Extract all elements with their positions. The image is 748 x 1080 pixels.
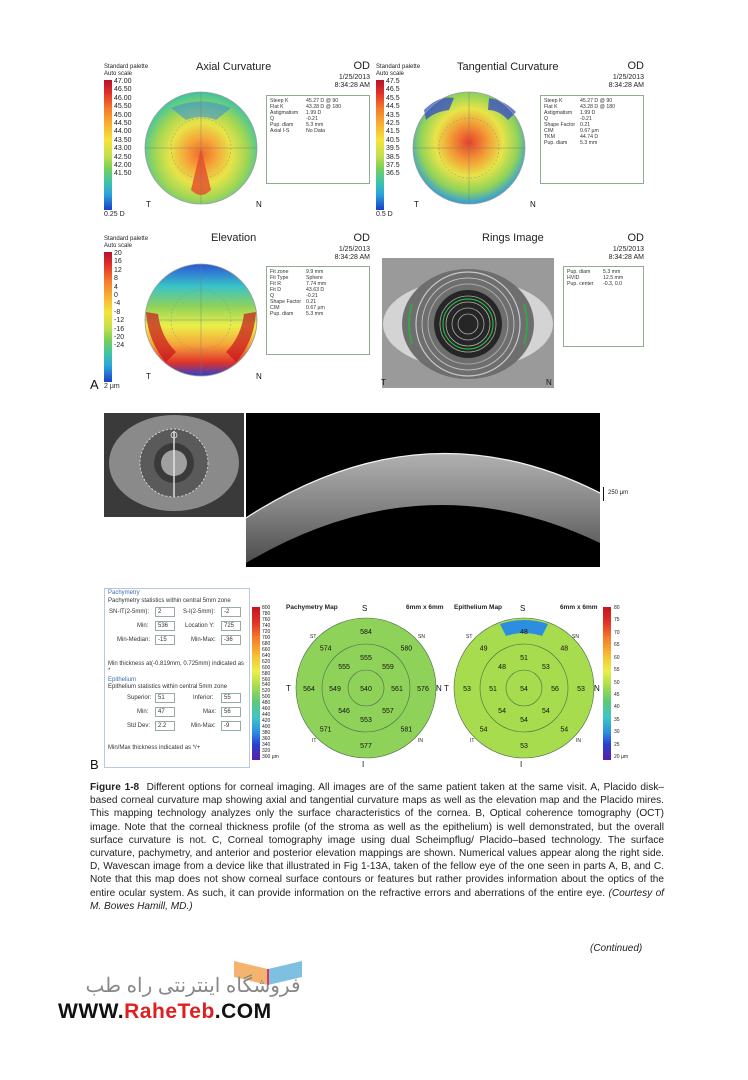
- stat-key: Pup. diam: [270, 311, 294, 317]
- scale-value: 47.00: [114, 78, 132, 85]
- stat-value: 43.28 D @ 180: [306, 104, 341, 110]
- map-title: Rings Image: [482, 232, 544, 244]
- stat-value: 2: [155, 607, 175, 617]
- scale-value: 40.5: [386, 136, 400, 144]
- courtesy-note: (Courtesy of M. Bowes Hamill, MD.): [90, 887, 664, 912]
- sector-value: 53: [463, 686, 471, 693]
- axial-curvature-map: [136, 80, 266, 215]
- epithelium-note: Min/Max thickness indicated as */+: [108, 745, 201, 751]
- stat-key: CIM: [270, 305, 280, 311]
- scale-value: 460: [262, 706, 271, 713]
- temporal-label: T: [146, 200, 151, 209]
- color-scale-bar: [104, 80, 112, 210]
- scale-value: 420: [262, 718, 271, 725]
- stat-value: 47: [155, 707, 175, 717]
- stat-key: Pup. diam: [270, 122, 294, 128]
- scale-step: 0.5 D: [376, 211, 393, 218]
- stat-value: 5.3 mm: [580, 140, 598, 146]
- stat-value: 0.21: [580, 122, 591, 128]
- sector-value: 48: [520, 629, 528, 636]
- stat-row: [544, 140, 640, 146]
- watermark-url: [58, 1000, 272, 1024]
- stat-label: Min:: [137, 623, 149, 629]
- epithelium-map-title: Epithelium Map: [454, 604, 503, 611]
- exam-date: 1/25/2013: [612, 246, 644, 253]
- sector-value: 576: [417, 686, 429, 693]
- tangential-curvature-map: [404, 80, 534, 215]
- oct-eye-thumbnail: [104, 413, 244, 517]
- scale-value: 75: [614, 617, 620, 624]
- sector-value: 546: [338, 707, 350, 715]
- quadrant-label: IT: [312, 738, 317, 744]
- stats-box: [266, 266, 370, 355]
- watermark-arabic-text: فروشگاه اینترنتی راه طب: [85, 975, 301, 997]
- stat-key: Fit D: [270, 287, 281, 293]
- statistics-sidebar: [104, 588, 250, 768]
- nasal-label: N: [530, 200, 536, 209]
- scale-value: 500: [262, 694, 271, 701]
- sector-value: 54: [498, 707, 506, 715]
- sector-value: 553: [360, 717, 372, 724]
- cornea-band: [246, 453, 600, 563]
- color-scale-bar: [104, 252, 112, 382]
- stat-value: -0.21: [306, 116, 318, 122]
- stat-value: 55: [221, 693, 241, 703]
- stat-key: TKM: [544, 134, 555, 140]
- stat-key: Pup. diam: [567, 269, 591, 275]
- stat-value: 43.28 D @ 180: [580, 104, 615, 110]
- exam-time: 8:34:28 AM: [334, 82, 370, 89]
- palette-label: Standard palette: [376, 64, 421, 70]
- scale-value: 440: [262, 712, 271, 719]
- scale-value: 44.50: [114, 120, 132, 128]
- stat-key: Pup. diam: [544, 140, 568, 146]
- stat-key: Q: [544, 116, 549, 122]
- scale-value: 720: [262, 628, 271, 635]
- color-scale-bar: [376, 80, 384, 210]
- sector-value: 549: [329, 686, 341, 693]
- scale-value: 43.50: [114, 136, 132, 144]
- stat-label: Max:: [203, 709, 217, 715]
- continued-note: (Continued): [590, 943, 643, 954]
- scale-mode-label: Auto scale: [104, 243, 133, 249]
- epithelium-header: Epithelium: [108, 677, 137, 683]
- stat-row: [270, 311, 366, 317]
- sector-value: 51: [489, 686, 497, 693]
- sector-value: 555: [360, 655, 372, 662]
- exam-date: 1/25/2013: [612, 74, 644, 81]
- scale-value: 44.00: [114, 128, 132, 136]
- scale-value: -16: [114, 325, 125, 333]
- scale-value: 47.5: [386, 78, 400, 85]
- stat-label: Inferior:: [193, 695, 214, 701]
- stat-value: 45.27 D @ 90: [306, 98, 339, 104]
- stat-label: Min-Max:: [191, 637, 216, 643]
- scale-value: 55: [614, 667, 620, 674]
- scale-value: 800: [262, 605, 271, 611]
- exam-date: 1/25/2013: [338, 246, 370, 253]
- stat-key: Fit Type: [270, 275, 289, 281]
- sector-value: 53: [577, 686, 585, 693]
- epithelium-scale-labels: [614, 606, 636, 761]
- quadrant-label: IN: [418, 738, 423, 744]
- stat-key: Q: [270, 116, 275, 122]
- elevation-map: [136, 252, 266, 387]
- panel-letter-b: B: [90, 757, 99, 772]
- nasal-label: N: [256, 372, 262, 381]
- stat-key: Astigmatism: [270, 110, 299, 116]
- caption-text: Different options for corneal imaging. All images are of the same patient taken at the same visit. A, Placido disk–based corneal curvature map showing axial and tangential curvature maps as well as the elevation map and the Placido mires. This mapping technology analyzes only the surface characteristics of the cornea. B, Optical coherence tomography (OCT) image. Note that the corneal thickness profile (of the stroma as well as the epithelium) is well demonstrated, but the overall surface curvature is not. C, Corneal tomography image using dual Scheimpflug/ Placido–based technology. The surface curvature, pachymetry, and anterior and posterior elevation mappings are shown. Numerical values appear along the right side. D, Wavescan image from a device like that illustrated in Fig 1-13A, taken of the fellow eye of the one seen in parts A, B, and C. Note that this map does not show corneal surface contours or features but rather provides information about the optics of the entire ocular system. As such, it can provide information on the refractive errors and aberrations of the entire eye.: [90, 782, 664, 899]
- scale-value: 25: [614, 741, 620, 748]
- superior-label: S: [362, 604, 368, 613]
- scale-value: 20 µm: [614, 754, 628, 760]
- scale-mode-label: Auto scale: [376, 71, 405, 77]
- scale-value: -12: [114, 317, 125, 325]
- scale-value: 45: [614, 691, 620, 698]
- scale-value: 20: [114, 250, 122, 257]
- figure-caption: [90, 781, 664, 913]
- stat-value: 51: [155, 693, 175, 703]
- sector-value: 49: [479, 645, 488, 653]
- eye-label: OD: [627, 60, 644, 72]
- stat-value: -0.21: [306, 293, 318, 299]
- sector-value: 56: [551, 686, 559, 693]
- figure-label: Figure 1-8: [90, 782, 140, 793]
- scale-value: 600: [262, 664, 271, 671]
- oct-cross-section-image: [246, 413, 600, 567]
- sector-value: 584: [360, 629, 372, 636]
- scale-value: 42.00: [114, 162, 132, 170]
- stat-key: Pup. center: [567, 281, 594, 287]
- epithelium-subheader: Epithelium statistics within central 5mm zone: [108, 684, 228, 690]
- scale-value: 40: [614, 704, 620, 711]
- color-scale-labels: [386, 78, 400, 179]
- epithelium-map-size: 6mm x 6mm: [560, 604, 598, 611]
- site-watermark: [58, 955, 318, 1035]
- sector-value: 53: [542, 664, 550, 672]
- stat-row: [270, 128, 366, 134]
- stat-value: -0.3, 0.0: [603, 281, 623, 287]
- scale-value: 740: [262, 622, 271, 629]
- scale-value: 46.00: [114, 94, 132, 102]
- stat-row: [567, 281, 640, 287]
- quadrant-label: ST: [466, 634, 473, 640]
- map-title: Axial Curvature: [196, 61, 272, 73]
- placido-rings-photo: [382, 258, 554, 388]
- scale-value: 340: [262, 742, 271, 749]
- nasal-label: N: [256, 200, 262, 209]
- stat-label: S-I(2-5mm):: [183, 609, 215, 615]
- stat-key: Steep K: [544, 98, 563, 104]
- stat-value: 5.3 mm: [603, 269, 621, 275]
- scale-value: 60: [614, 654, 620, 661]
- eye-label: OD: [353, 232, 370, 244]
- scale-value: 320: [262, 748, 271, 755]
- sector-value: 540: [360, 686, 372, 693]
- stat-value: -15: [155, 635, 175, 645]
- stat-label: Min-Max:: [191, 723, 216, 729]
- scale-value: 37.5: [386, 162, 400, 170]
- quadrant-label: IN: [576, 738, 581, 744]
- stat-key: Flat K: [270, 104, 284, 110]
- scale-value: 30: [614, 729, 620, 736]
- scale-value: 41.50: [114, 170, 132, 178]
- scale-value: 760: [262, 616, 271, 623]
- stat-value: 0.67 µm: [580, 128, 599, 134]
- scale-value: 45.5: [386, 94, 400, 102]
- scale-value: 43.00: [114, 145, 132, 153]
- sector-value: 48: [498, 664, 506, 672]
- oct-scan-position-image: [104, 413, 244, 517]
- sector-value: 577: [360, 743, 372, 750]
- stat-value: 1.99 D: [306, 110, 322, 116]
- temporal-label: T: [414, 200, 419, 209]
- stat-key: Fit R: [270, 281, 281, 287]
- stats-box: [540, 95, 644, 184]
- stat-key: Shape Factor: [270, 299, 302, 305]
- scale-value: 35: [614, 716, 620, 723]
- stat-key: Astigmatism: [544, 110, 573, 116]
- temporal-label: T: [286, 684, 291, 693]
- scale-value: 680: [262, 640, 271, 647]
- eye-label: OD: [353, 60, 370, 72]
- quadrant-label: ST: [310, 634, 317, 640]
- stat-value: 5.3 mm: [306, 311, 324, 317]
- stat-value: 1.99 D: [580, 110, 596, 116]
- stat-value: 12.5 mm: [603, 275, 624, 281]
- scale-value: 780: [262, 610, 271, 617]
- stat-value: 44.74 D: [580, 134, 599, 140]
- pachymetry-header: Pachymetry: [108, 590, 140, 596]
- nasal-label: N: [546, 378, 552, 387]
- sector-value: 51: [520, 655, 528, 662]
- stat-value: 45.27 D @ 90: [580, 98, 613, 104]
- scale-value: 12: [114, 266, 122, 274]
- stat-key: HVID: [567, 275, 580, 281]
- sector-value: 48: [560, 645, 569, 653]
- sector-value: 580: [400, 645, 413, 653]
- color-scale-labels: [114, 78, 132, 179]
- sector-value: 561: [391, 686, 403, 693]
- sector-value: 54: [560, 726, 569, 734]
- scale-value: 540: [262, 682, 271, 689]
- exam-time: 8:34:28 AM: [608, 254, 644, 261]
- stat-label: Location Y:: [185, 623, 215, 629]
- stat-value: 56: [221, 707, 241, 717]
- eye-label: OD: [627, 232, 644, 244]
- map-title: Elevation: [211, 232, 257, 244]
- stat-label: Std Dev:: [127, 723, 151, 729]
- scale-value: -4: [114, 300, 121, 308]
- stats-box: [563, 266, 644, 347]
- pachymetry-map-size: 6mm x 6mm: [406, 604, 444, 611]
- exam-time: 8:34:28 AM: [608, 82, 644, 89]
- scale-value: 8: [114, 275, 118, 283]
- quadrant-label: SN: [572, 634, 579, 640]
- sector-value: 557: [382, 707, 394, 715]
- stat-value: 5.3 mm: [306, 122, 324, 128]
- scale-value: 42.50: [114, 153, 132, 161]
- exam-time: 8:34:28 AM: [334, 254, 370, 261]
- scale-value: 560: [262, 676, 271, 683]
- scale-value: 41.5: [386, 128, 400, 136]
- scale-value: 50: [614, 679, 620, 686]
- scale-value: 46.5: [386, 86, 400, 94]
- scale-value: 400: [262, 724, 271, 731]
- sector-value: 559: [382, 664, 394, 672]
- oct-cornea-scan: [246, 413, 600, 567]
- inferior-label: I: [362, 760, 365, 769]
- scale-value: 42.5: [386, 120, 400, 128]
- scale-step: 2 µm: [104, 383, 120, 390]
- stat-value: 7.74 mm: [306, 281, 327, 287]
- temporal-label: T: [381, 378, 386, 387]
- sector-value: 571: [319, 726, 332, 734]
- scale-value: 46.50: [114, 86, 132, 94]
- scale-value: 360: [262, 736, 271, 743]
- scale-bar-label: 250 µm: [608, 490, 629, 496]
- nasal-label: N: [594, 684, 600, 693]
- stat-value: -2: [221, 607, 241, 617]
- scale-value: 480: [262, 700, 271, 707]
- scale-value: -20: [114, 334, 125, 342]
- stat-value: 0.21: [306, 299, 317, 305]
- stat-label: Min:: [137, 709, 149, 715]
- stat-key: Axial I-S: [270, 128, 290, 134]
- sector-value: 53: [520, 743, 528, 750]
- scale-value: 45.00: [114, 111, 132, 119]
- stat-key: Q: [270, 293, 275, 299]
- stat-value: -36: [221, 635, 241, 645]
- scale-value: 660: [262, 646, 271, 653]
- sector-value: 54: [542, 707, 550, 715]
- scale-value: 36.5: [386, 170, 400, 178]
- scale-value: 38.5: [386, 153, 400, 161]
- sector-value: 54: [520, 686, 528, 693]
- scale-value: 700: [262, 634, 271, 641]
- scale-value: 380: [262, 730, 271, 737]
- stat-key: Shape Factor: [544, 122, 576, 128]
- scale-mode-label: Auto scale: [104, 71, 133, 77]
- stat-label: SN-IT(2-5mm):: [109, 609, 149, 615]
- scale-value: 65: [614, 642, 620, 649]
- sector-value: 54: [520, 717, 528, 724]
- scale-value: 43.5: [386, 111, 400, 119]
- sector-value: 555: [338, 664, 350, 672]
- stat-value: Sphere: [306, 275, 323, 281]
- rings-image: [382, 258, 554, 388]
- stat-value: 9.9 mm: [306, 269, 324, 275]
- stat-label: Superior:: [127, 695, 152, 701]
- superior-label: S: [520, 604, 526, 613]
- color-scale-labels: [114, 250, 124, 351]
- scale-value: 640: [262, 652, 271, 659]
- stat-value: 536: [155, 621, 175, 631]
- quadrant-label: SN: [418, 634, 425, 640]
- pachymetry-map-title: Pachymetry Map: [286, 604, 338, 611]
- scale-step: 0.25 D: [104, 211, 125, 218]
- scale-value: -24: [114, 342, 125, 350]
- epithelium-color-scale: [603, 607, 611, 760]
- stat-value: -9: [221, 721, 241, 731]
- scale-value: 70: [614, 629, 620, 636]
- map-title: Tangential Curvature: [457, 61, 559, 73]
- stat-label: Min-Median:: [117, 637, 151, 643]
- stat-key: CIM: [544, 128, 554, 134]
- palette-label: Standard palette: [104, 236, 149, 242]
- stat-value: -0.21: [580, 116, 592, 122]
- sector-value: 574: [319, 645, 332, 653]
- scale-value: 45.50: [114, 103, 132, 111]
- stats-box: [266, 95, 370, 184]
- exam-date: 1/25/2013: [338, 74, 370, 81]
- pachymetry-scale-labels: [262, 606, 280, 761]
- scale-value: 300 µm: [262, 754, 279, 760]
- nasal-label: N: [436, 684, 442, 693]
- pachymetry-note: Min thickness at(-0.819mm, 0.725mm) indicated as *: [108, 661, 245, 674]
- scale-value: 4: [114, 283, 118, 291]
- scale-value: 0: [114, 292, 118, 300]
- temporal-label: T: [146, 372, 151, 381]
- stat-value: 43.63 D: [306, 287, 325, 293]
- scale-value: 80: [614, 605, 620, 611]
- scale-value: 520: [262, 688, 271, 695]
- watermark-url-text: WWW.RaheTeb.COM: [58, 1000, 272, 1023]
- stat-key: Fit zone: [270, 269, 289, 275]
- scale-value: 44.5: [386, 103, 400, 111]
- quadrant-label: IT: [470, 738, 475, 744]
- sector-value: 564: [303, 686, 315, 693]
- temporal-label: T: [444, 684, 449, 693]
- epithelium-stats: [105, 691, 249, 745]
- stat-value: No Data: [306, 128, 326, 134]
- scale-value: -8: [114, 308, 121, 316]
- stat-key: Steep K: [270, 98, 289, 104]
- scale-bar: [603, 487, 604, 501]
- stat-value: 0.67 µm: [306, 305, 325, 311]
- sector-value: 581: [400, 726, 413, 734]
- palette-label: Standard palette: [104, 64, 149, 70]
- panel-letter-a: A: [90, 377, 99, 392]
- pachymetry-subheader: Pachymetry statistics within central 5mm zone: [108, 598, 231, 604]
- inferior-label: I: [520, 760, 523, 769]
- scale-value: 39.5: [386, 145, 400, 153]
- scale-value: 580: [262, 670, 271, 677]
- scale-value: 620: [262, 658, 271, 665]
- pachymetry-color-scale: [252, 607, 260, 760]
- stat-key: Flat K: [544, 104, 558, 110]
- sector-value: 54: [479, 726, 488, 734]
- stat-value: 2.2: [155, 721, 175, 731]
- pachymetry-stats: [105, 605, 249, 661]
- stat-value: 725: [221, 621, 241, 631]
- scale-value: 16: [114, 258, 122, 266]
- watermark-brand: RaheTeb: [124, 1000, 215, 1023]
